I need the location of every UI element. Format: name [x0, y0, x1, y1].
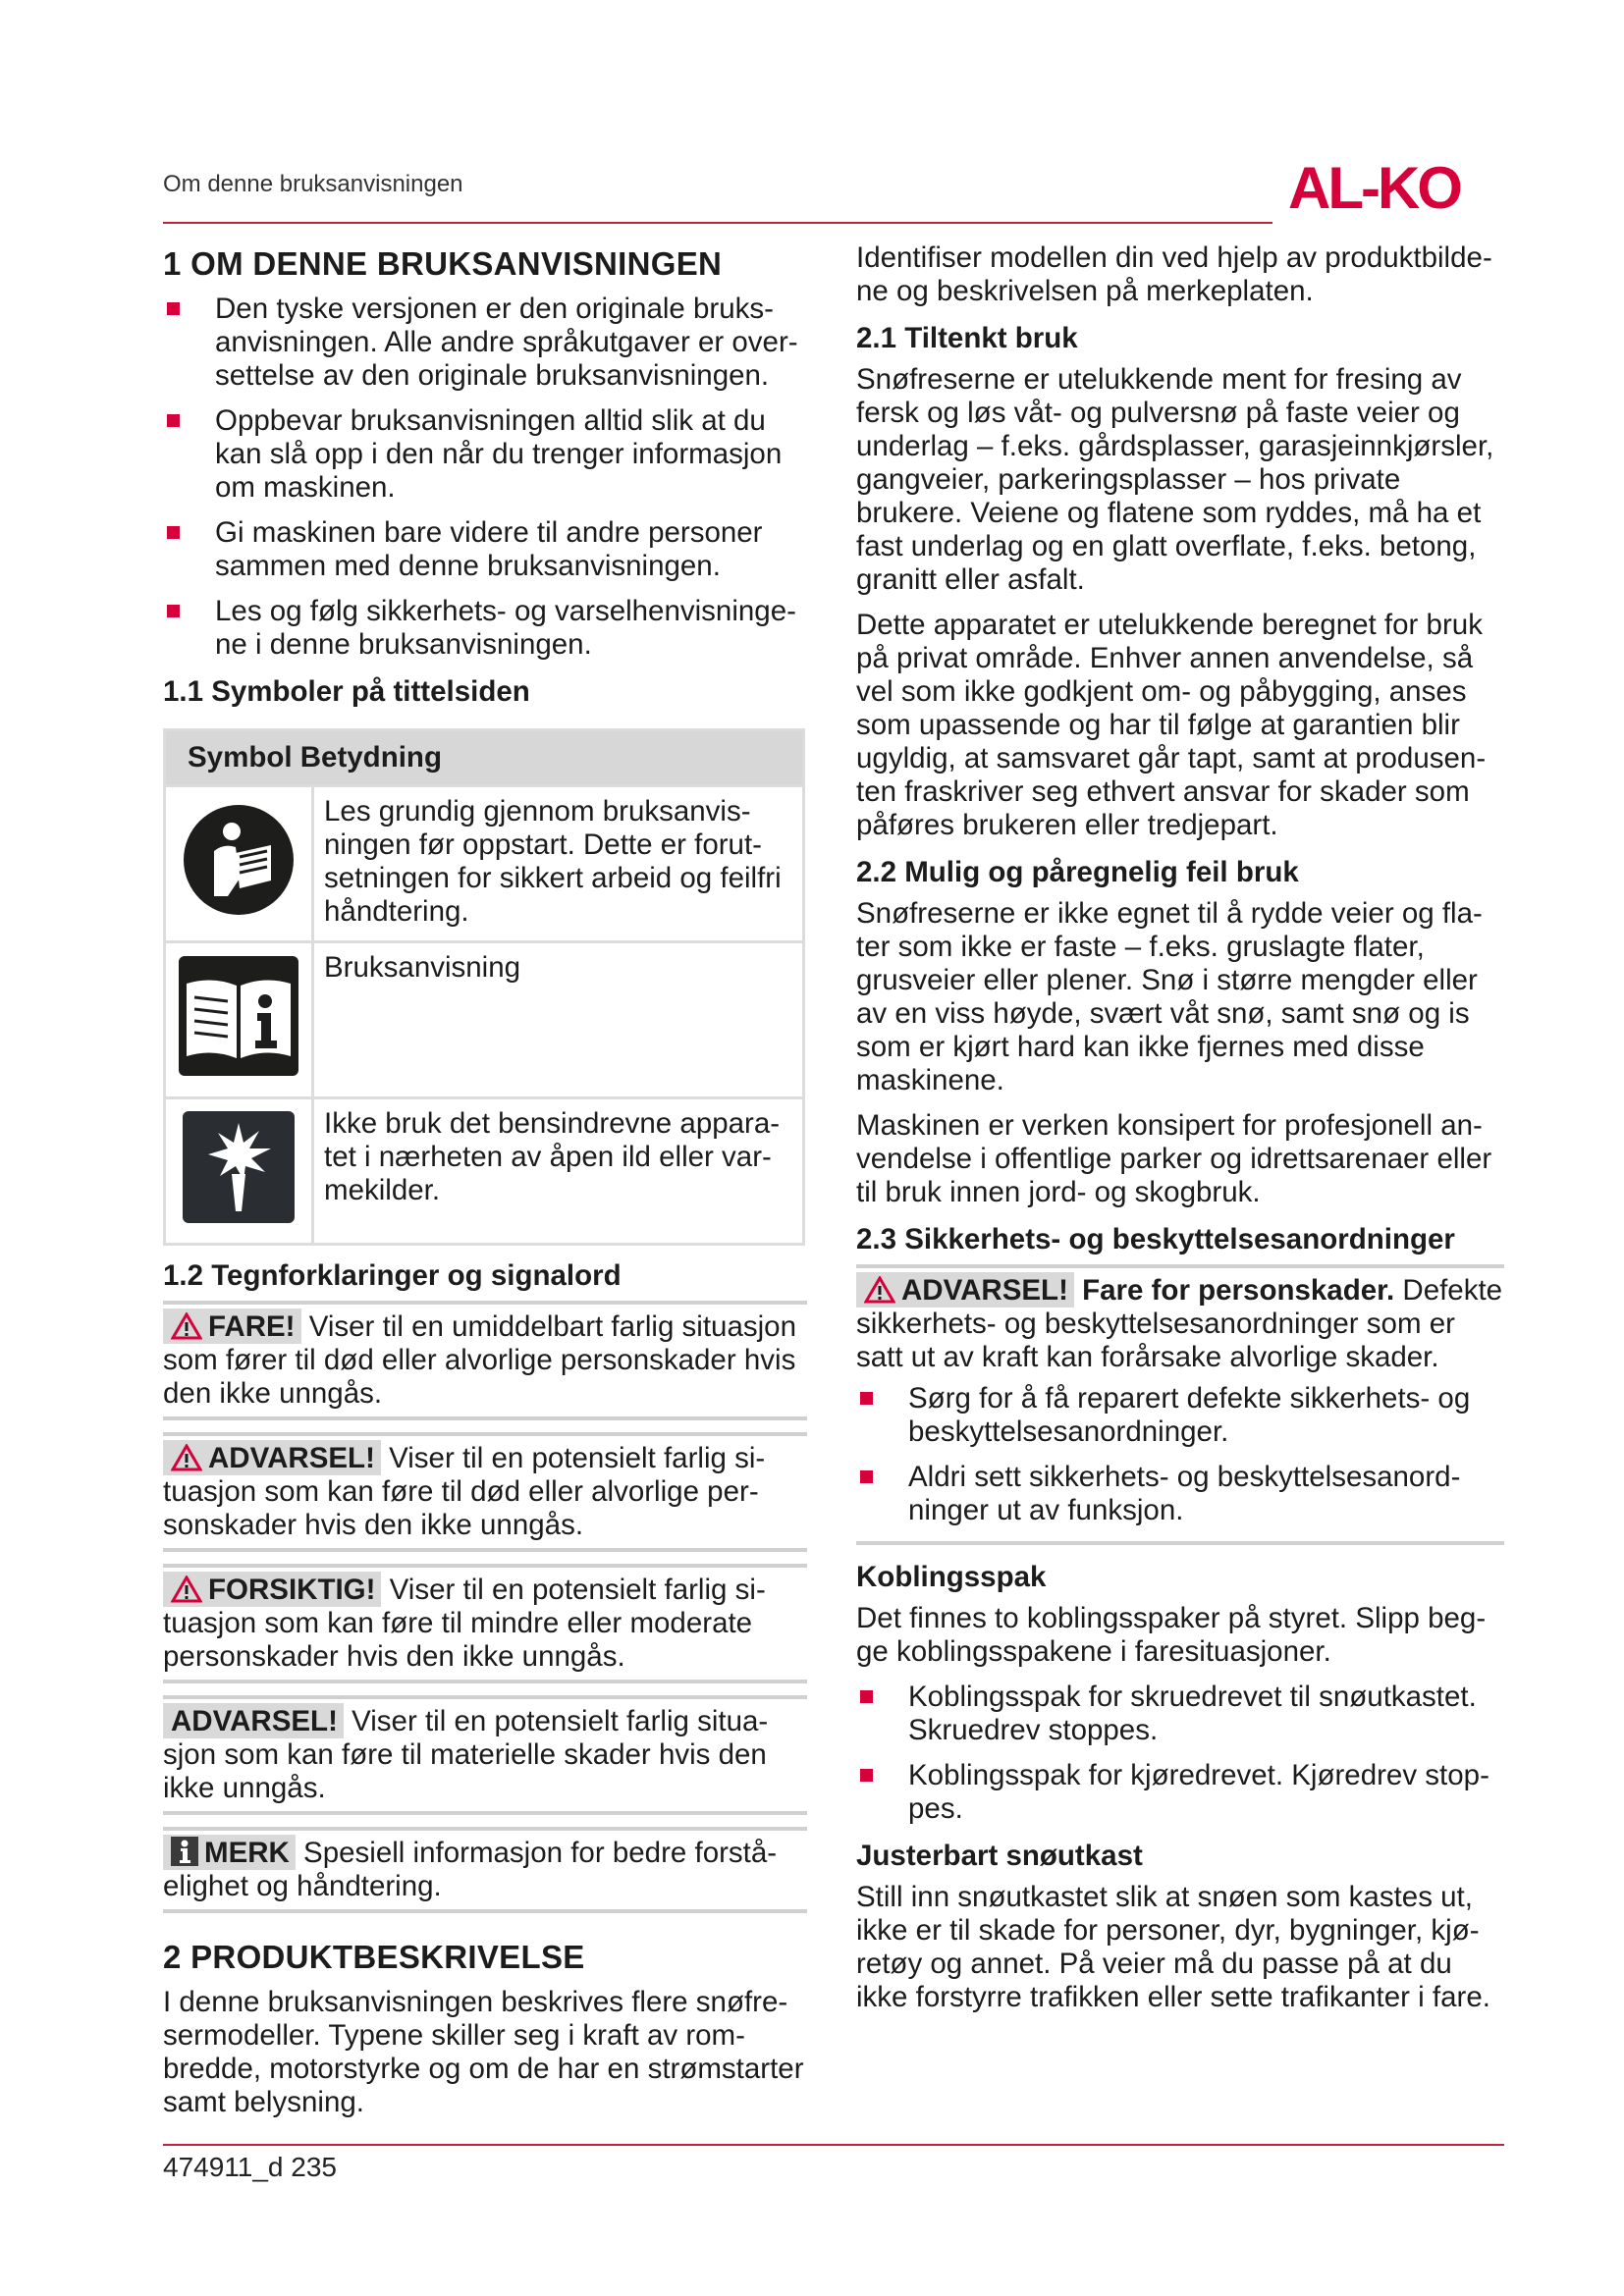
list-item: Koblingsspak for kjøredrevet. Kjøredrev stoppes.	[856, 1759, 1504, 1826]
header-rule	[163, 222, 1272, 224]
meaning-cell: Ikke bruk det bensindrevne apparatet i nærheten av åpen ild eller varmekilder.	[313, 1098, 804, 1245]
warning-title: Fare for personskader.	[1073, 1274, 1395, 1307]
section-2-paragraph: I denne bruksanvisningen beskrives flere snøfresermodeller. Typene skiller seg i kraft av rombredde, motorstyrke og om de har en strømstarter samt belysning.	[163, 1986, 804, 2118]
signal-word: FARE!	[208, 1310, 296, 1343]
symbols-table	[163, 728, 805, 1246]
list-item: Sørg for å få reparert defekte sikkerhets- og beskyttelsesanordninger.	[856, 1382, 1504, 1449]
signal-word-tag	[163, 1703, 344, 1738]
symbol-cell	[165, 786, 313, 942]
list-item: Den tyske versjonen er den originale bruksanvisningen. Alle andre språkutgaver er oversettelse av den originale bruksanvisningen.	[163, 293, 807, 393]
koblingsspak-heading: Koblingsspak	[856, 1561, 1047, 1593]
kobling-bullet-list	[856, 1681, 1504, 1826]
intro-bullet-list	[163, 293, 807, 662]
notice-text: Spesiell informasjon for bedre forståelighet og håndtering.	[163, 1837, 778, 1902]
symbol-cell	[165, 942, 313, 1098]
property-damage-notice	[163, 1695, 807, 1815]
running-header: Om denne bruksanvisningen	[163, 171, 463, 197]
section-2-1-heading: 2.1 Tiltenkt bruk	[856, 322, 1078, 354]
list-item: Koblingsspak for skruedrevet til snøutkastet. Skruedrev stoppes.	[856, 1681, 1504, 1747]
paragraph: Det finnes to koblingsspaker på styret. Slipp begge koblingsspakene i faresituasjoner.	[856, 1602, 1487, 1668]
table-header-row	[165, 730, 804, 786]
paragraph: Still inn snøutkastet slik at snøen som kastes ut, ikke er til skade for personer, dyr, bygninger, kjøretøy og annet. På veier må du passe på at du ikke forstyrre trafikken eller sette trafikanter i fare.	[856, 1881, 1490, 2013]
section-2-heading: 2 PRODUKTBESKRIVELSE	[163, 1939, 585, 1975]
warning-notice	[163, 1432, 807, 1552]
signal-word-tag	[163, 1308, 301, 1344]
signal-word-tag	[163, 1835, 296, 1870]
table-row	[165, 1098, 804, 1245]
manual-book-info-icon	[177, 954, 300, 1078]
svg-text:AL-KO: AL-KO	[1288, 155, 1460, 218]
signal-wrap	[856, 1274, 1074, 1307]
no-open-flame-icon	[181, 1109, 297, 1225]
paragraph: Dette apparatet er utelukkende beregnet for bruk på privat område. Enhver annen anvendelse, så vel som ikke godkjent om- og påbygging, anses som upassende og har til følge at garantien blir ugyldig, at samsvaret går tapt, samt at produsenten fraskriver seg ethvert ansvar for skader som påføres brukeren eller tredjepart.	[856, 609, 1487, 841]
signal-word: ADVARSEL!	[901, 1274, 1068, 1307]
signal-word-tag	[163, 1572, 381, 1607]
alko-logo	[1288, 155, 1504, 223]
signal-word-tag	[163, 1440, 381, 1475]
danger-notice	[163, 1301, 807, 1420]
symbol-cell	[165, 1098, 313, 1245]
notice-text: Viser til en potensielt farlig situasjon som kan føre til materielle skader hvis den ikke unngås.	[163, 1705, 769, 1804]
warning-triangle-icon	[171, 1575, 202, 1603]
warning-paragraph	[856, 1272, 1504, 1374]
notice-text: Viser til en potensielt farlig situasjon som kan føre til mindre eller moderate personskader hvis den ikke unngås.	[163, 1574, 766, 1673]
signal-word: ADVARSEL!	[208, 1442, 375, 1474]
left-column	[163, 241, 807, 2131]
snoutkast-heading: Justerbart snøutkast	[856, 1840, 1143, 1872]
meaning-cell: Bruksanvisning	[313, 942, 804, 1098]
warning-triangle-icon	[171, 1444, 202, 1471]
meaning-cell: Les grundig gjennom bruksanvisningen før oppstart. Dette er forutsetningen for sikkert arbeid og feilfri håndtering.	[313, 786, 804, 942]
info-icon	[171, 1837, 198, 1866]
section-2-3-heading: 2.3 Sikkerhets- og beskyttelsesanordninger	[856, 1223, 1455, 1255]
section-1-1-heading: 1.1 Symboler på tittelsiden	[163, 675, 530, 708]
paragraph: Snøfreserne er utelukkende ment for fresing av fersk og løs våt- og pulversnø på faste veier og underlag – f.eks. gårdsplasser, garasjeinnkjørsler, gangveier, parkeringsplasser – hos private brukere. Veiene og flatene som ryddes, må ha et fast underlag og en glatt overflate, f.eks. betong, granitt eller asfalt.	[856, 363, 1494, 596]
signal-word-tag	[856, 1272, 1074, 1308]
read-manual-icon	[181, 802, 297, 918]
list-item: Les og følg sikkerhets- og varselhenvisningene i denne bruksanvisningen.	[163, 595, 807, 662]
section-1-2-heading: 1.2 Tegnforklaringer og signalord	[163, 1259, 622, 1292]
table-header: Symbol Betydning	[165, 730, 804, 786]
warning-triangle-icon	[171, 1312, 202, 1340]
caution-notice	[163, 1564, 807, 1683]
paragraph: Maskinen er verken konsipert for profesjonell anvendelse i offentlige parker og idrettsarenaer eller til bruk innen jord- og skogbruk.	[856, 1109, 1492, 1208]
section-1-heading: 1 OM DENNE BRUKSANVISNINGEN	[163, 245, 723, 282]
warning-triangle-icon	[864, 1276, 895, 1304]
signal-word: FORSIKTIG!	[208, 1574, 376, 1606]
table-row	[165, 942, 804, 1098]
table-row	[165, 786, 804, 942]
right-column	[856, 241, 1504, 2026]
section-2-2-heading: 2.2 Mulig og påregnelig feil bruk	[856, 856, 1299, 888]
list-item: Oppbevar bruksanvisningen alltid slik at du kan slå opp i den når du trenger informasjon om maskinen.	[163, 404, 807, 505]
notice-text: Viser til en umiddelbart farlig situasjon som fører til død eller alvorlige personskader hvis den ikke unngås.	[163, 1310, 796, 1410]
note-notice	[163, 1827, 807, 1913]
list-item: Aldri sett sikkerhets- og beskyttelsesanordninger ut av funksjon.	[856, 1461, 1504, 1527]
safety-warning-box	[856, 1264, 1504, 1545]
notice-text: Viser til en potensielt farlig situasjon som kan føre til død eller alvorlige personskader hvis den ikke unngås.	[163, 1442, 766, 1541]
list-item: Gi maskinen bare videre til andre personer sammen med denne bruksanvisningen.	[163, 516, 807, 583]
signal-word: ADVARSEL!	[171, 1705, 338, 1737]
warning-bullet-list	[856, 1382, 1504, 1527]
footer-rule	[163, 2144, 1504, 2146]
paragraph: Snøfreserne er ikke egnet til å rydde veier og flater som ikke er faste – f.eks. gruslagte flater, grusveier eller plener. Snø i større mengder eller av en viss høyde, svært våt snø, samt snø og is som er kjørt hard kan ikke fjernes med disse maskinene.	[856, 897, 1483, 1096]
intro-paragraph: Identifiser modellen din ved hjelp av produktbildene og beskrivelsen på merkeplaten.	[856, 241, 1492, 307]
signal-word: MERK	[204, 1837, 290, 1869]
page-number: 474911_d 235	[163, 2152, 337, 2182]
warning-text: Defekte sikkerhets- og beskyttelsesanordninger som er satt ut av kraft kan forårsake alvorlige skader.	[856, 1274, 1503, 1373]
